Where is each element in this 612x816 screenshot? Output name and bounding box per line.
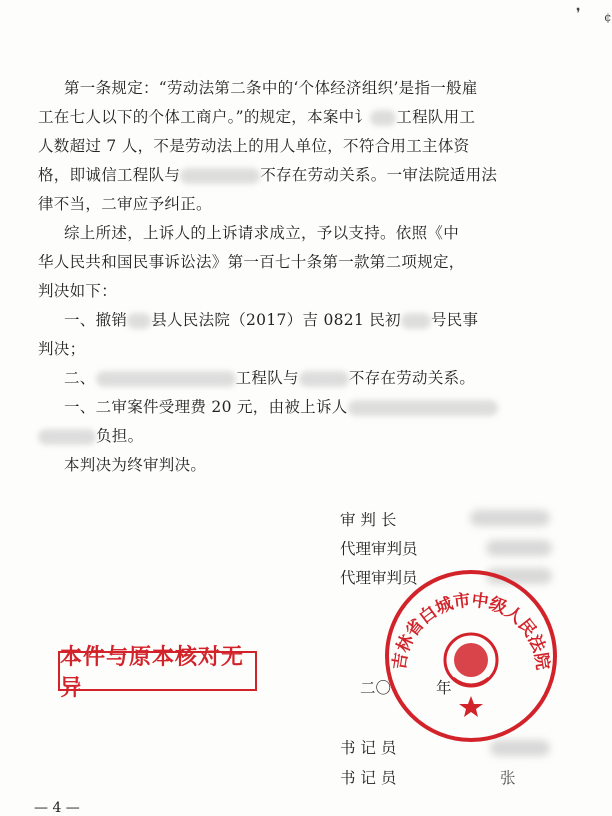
- redaction-blur: [348, 400, 498, 416]
- text-span: 格，即诚信工程队与: [38, 166, 181, 184]
- text-span: 号民事: [430, 311, 479, 329]
- text-span: 华人民共和国民事诉讼法》第一百七十条第一款第二项规定，: [38, 253, 465, 271]
- text-span: 工程队用工: [396, 108, 476, 126]
- redaction-blur: [38, 429, 96, 445]
- text-span: 二、: [64, 369, 96, 387]
- body-line-4: [38, 165, 497, 185]
- body-line-11: [64, 368, 475, 388]
- body-line-10: [38, 339, 85, 359]
- text-span: 判决；: [38, 340, 86, 358]
- acting-judge-label-2: 代理审判员: [340, 569, 418, 587]
- judgment-date-year-marker: 年: [436, 679, 452, 697]
- text-span: 人数超过 7 人，不是劳动法上的用人单位，不符合用工主体资: [38, 137, 470, 155]
- redaction-blur: [96, 371, 236, 387]
- body-line-7: [38, 252, 465, 272]
- redaction-blur: [401, 313, 431, 329]
- clerk-label-1: 书 记 员: [340, 739, 397, 757]
- redaction-blur: [370, 110, 396, 126]
- text-span: 律不当，二审应予纠正。: [38, 195, 212, 213]
- judgment-date-start: 二〇: [360, 679, 392, 697]
- redaction-blur: [299, 371, 349, 387]
- clerk-name-partial: 张: [500, 769, 516, 787]
- body-line-2: [38, 107, 475, 127]
- body-line-12: [64, 397, 498, 417]
- verification-stamp: 本件与原本核对无异: [58, 651, 257, 691]
- body-line-8: [38, 281, 117, 301]
- body-line-5: [38, 194, 212, 214]
- body-line-3: [38, 136, 469, 156]
- clerk-label-2: 书 记 员: [340, 769, 397, 787]
- text-span: 一、撤销: [64, 311, 128, 329]
- text-span: 判决如下：: [38, 282, 118, 300]
- acting-judge-label-1: 代理审判员: [340, 540, 418, 558]
- corner-scan-mark-2: ¢: [604, 10, 612, 24]
- body-line-14: [64, 455, 206, 475]
- text-span: 本判决为终审判决。: [64, 456, 207, 474]
- body-line-13: [38, 426, 143, 446]
- text-span: 工在七人以下的个体工商户。”的规定，本案中讠: [38, 108, 371, 126]
- text-span: 工程队与: [235, 369, 299, 387]
- national-emblem-icon: [445, 634, 497, 686]
- star-icon: [459, 696, 483, 717]
- text-span: 一、二审案件受理费 20 元，由被上诉人: [64, 398, 348, 416]
- text-span: 不存在劳动关系。一审法院适用法: [260, 166, 498, 184]
- text-span: 负担。: [96, 427, 144, 445]
- body-line-6: [64, 223, 459, 243]
- seal-text: 吉林省白城市中级人民法院: [389, 590, 553, 672]
- corner-scan-mark: ❜: [576, 6, 581, 22]
- body-line-9: [64, 310, 478, 330]
- page-number: — 4 —: [34, 800, 80, 816]
- redaction-blur: [470, 510, 550, 526]
- chief-judge-label: 审 判 长: [340, 511, 397, 529]
- text-span: 综上所述，上诉人的上诉请求成立，予以支持。依照《中: [64, 224, 460, 242]
- text-span: 县人民法院（2017）吉 0821 民初: [151, 311, 401, 329]
- text-span: 第一条规定：“劳动法第二条中的‘个体经济组织’是指一般雇: [64, 79, 478, 97]
- court-seal: [383, 568, 559, 744]
- redaction-blur: [180, 168, 260, 184]
- text-span: 不存在劳动关系。: [348, 369, 476, 387]
- redaction-blur: [127, 313, 151, 329]
- body-line-1: [64, 78, 478, 98]
- redaction-blur: [486, 540, 552, 556]
